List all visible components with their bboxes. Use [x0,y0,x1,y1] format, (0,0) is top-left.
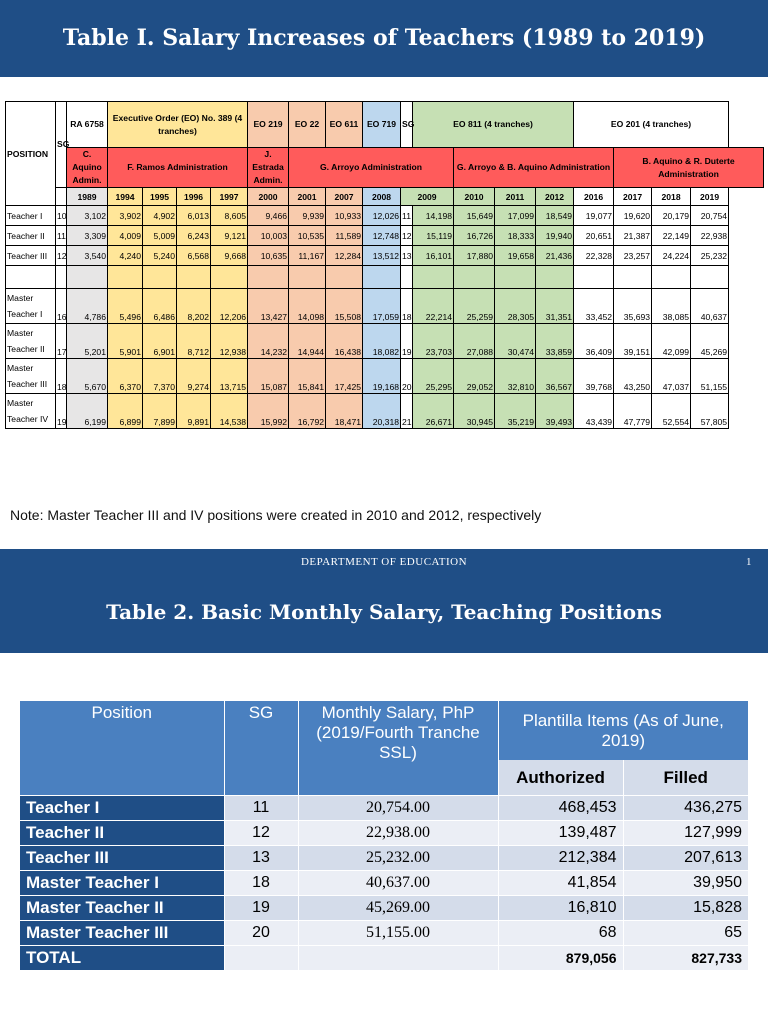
year-cell: 1994 [108,188,143,206]
salary-cell: 25,232 [691,246,729,266]
position-cell: Master Teacher III [20,921,224,946]
salary-cell: 16,101 [413,246,454,266]
table2-title: Table 2. Basic Monthly Salary, Teaching Positions [106,600,662,624]
salary-cell: 5,670 [67,359,108,394]
salary-cell: 20,754 [691,206,729,226]
sg-cell: 16 [56,289,67,324]
salary-cell: 14,232 [248,324,289,359]
eo-22-header: EO 22 [289,102,326,148]
year-cell [56,188,67,206]
spacer-cell [574,266,614,289]
salary-cell: 12,748 [363,226,401,246]
salary-cell: 15,087 [248,359,289,394]
authorized-column-header: Authorized [498,760,623,795]
salary-cell: 20,651 [574,226,614,246]
salary-cell: 12,284 [326,246,363,266]
salary-rows [20,796,748,946]
monthly-salary-cell: 45,269.00 [298,896,498,921]
monthly-salary-cell: 40,637.00 [298,871,498,896]
position-cell: Master Teacher II [20,896,224,921]
slide1-footer [0,549,768,577]
salary-cell: 35,219 [495,394,536,429]
admin-ramos: F. Ramos Administration [108,148,248,188]
department-label: DEPARTMENT OF EDUCATION [300,556,468,568]
salary-cell: 24,224 [652,246,691,266]
salary-cell: 19,077 [574,206,614,226]
salary-cell: 26,671 [413,394,454,429]
year-cell: 2012 [536,188,574,206]
salary-cell: 22,214 [413,289,454,324]
admin-estrada: J. Estrada Admin. [248,148,289,188]
total-label: TOTAL [20,946,224,971]
salary-cell: 19,658 [495,246,536,266]
salary-row [6,226,764,246]
salary-column-header: Monthly Salary, PhP (2019/Fourth Tranche SSL) [298,701,498,796]
salary-cell: 15,508 [326,289,363,324]
sg-cell: 11 [224,796,298,821]
position-cell: Master Teacher II [6,324,56,359]
spacer-cell [454,266,495,289]
sg-cell: 18 [224,871,298,896]
sg-header: SG [56,102,67,188]
salary-cell: 5,901 [108,324,143,359]
salary-cell: 16,792 [289,394,326,429]
year-cell: 2019 [691,188,729,206]
salary-cell: 6,899 [108,394,143,429]
salary-cell: 18,471 [326,394,363,429]
sg-column-header: SG [224,701,298,796]
sg2-cell: 19 [401,324,413,359]
salary-table-row [20,896,748,921]
authorized-cell: 41,854 [498,871,623,896]
eo-389-header: Executive Order (EO) No. 389 (4 tranches) [108,102,248,148]
salary-row [6,289,764,324]
salary-cell: 3,902 [108,206,143,226]
salary-cell: 9,939 [289,206,326,226]
position-cell: Master Teacher III [6,359,56,394]
salary-table-row [20,821,748,846]
spacer-cell [413,266,454,289]
salary-cell: 4,009 [108,226,143,246]
monthly-salary-cell: 51,155.00 [298,921,498,946]
salary-cell: 9,891 [177,394,211,429]
salary-cell: 9,274 [177,359,211,394]
salary-cell: 4,786 [67,289,108,324]
salary-cell: 31,351 [536,289,574,324]
authorized-cell: 68 [498,921,623,946]
salary-cell: 40,637 [691,289,729,324]
spacer-cell [536,266,574,289]
salary-increase-table-wrapper [5,101,764,429]
sg2-cell: 13 [401,246,413,266]
salary-cell: 43,439 [574,394,614,429]
salary-cell: 4,902 [143,206,177,226]
year-cell: 2001 [289,188,326,206]
salary-cell: 8,712 [177,324,211,359]
slide2-banner [0,549,768,653]
salary-cell: 15,119 [413,226,454,246]
salary-increase-rows [6,206,764,429]
salary-cell: 13,715 [211,359,248,394]
sg-cell: 17 [56,324,67,359]
year-cell: 2007 [326,188,363,206]
salary-cell: 10,933 [326,206,363,226]
salary-cell: 3,309 [67,226,108,246]
sg-cell: 13 [224,846,298,871]
spacer-cell [143,266,177,289]
position-cell: Master Teacher I [20,871,224,896]
salary-cell: 30,474 [495,324,536,359]
salary-cell: 6,370 [108,359,143,394]
sg-cell: 18 [56,359,67,394]
salary-cell: 19,168 [363,359,401,394]
year-cell: 2000 [248,188,289,206]
salary-cell: 18,082 [363,324,401,359]
sg2-cell: 18 [401,289,413,324]
salary-cell: 22,328 [574,246,614,266]
salary-cell: 15,649 [454,206,495,226]
spacer-cell [401,266,413,289]
filled-cell: 207,613 [623,846,748,871]
plantilla-items-header: Plantilla Items (As of June, 2019) [498,701,748,760]
salary-cell: 12,026 [363,206,401,226]
salary-cell: 27,088 [454,324,495,359]
salary-table-row [20,796,748,821]
salary-cell: 10,535 [289,226,326,246]
title-banner [0,0,768,77]
salary-row [6,246,764,266]
salary-cell: 5,009 [143,226,177,246]
eo-219-header: EO 219 [248,102,289,148]
spacer-cell [67,266,108,289]
salary-cell: 51,155 [691,359,729,394]
salary-cell: 6,568 [177,246,211,266]
salary-cell: 33,452 [574,289,614,324]
position-cell: Teacher II [20,821,224,846]
salary-cell: 18,333 [495,226,536,246]
spacer-cell [614,266,652,289]
salary-cell: 18,549 [536,206,574,226]
salary-cell: 11,167 [289,246,326,266]
salary-cell: 33,859 [536,324,574,359]
salary-cell: 9,668 [211,246,248,266]
salary-cell: 10,635 [248,246,289,266]
year-cell: 2011 [495,188,536,206]
salary-cell: 38,085 [652,289,691,324]
salary-cell: 6,901 [143,324,177,359]
salary-table-row [20,846,748,871]
salary-cell: 7,370 [143,359,177,394]
salary-cell: 5,201 [67,324,108,359]
salary-cell: 3,102 [67,206,108,226]
salary-cell: 43,250 [614,359,652,394]
salary-cell: 6,013 [177,206,211,226]
salary-cell: 25,295 [413,359,454,394]
salary-cell: 22,938 [691,226,729,246]
salary-cell: 36,567 [536,359,574,394]
spacer-cell [326,266,363,289]
spacer-cell [652,266,691,289]
position-cell: Teacher III [20,846,224,871]
salary-cell: 10,003 [248,226,289,246]
position-header: POSITION [6,102,56,206]
authorized-cell: 139,487 [498,821,623,846]
salary-cell: 22,149 [652,226,691,246]
eo-719-header: EO 719 [363,102,401,148]
authorized-cell: 212,384 [498,846,623,871]
position-cell: Teacher I [20,796,224,821]
salary-cell: 45,269 [691,324,729,359]
salary-cell: 47,037 [652,359,691,394]
salary-row [6,324,764,359]
salary-row [6,359,764,394]
salary-cell: 30,945 [454,394,495,429]
filled-cell: 436,275 [623,796,748,821]
admin-arroyo-aquino: G. Arroyo & B. Aquino Administration [454,148,614,188]
basic-monthly-salary-table [20,701,748,970]
filled-column-header: Filled [623,760,748,795]
year-cell: 2010 [454,188,495,206]
salary-cell: 36,409 [574,324,614,359]
spacer-cell [248,266,289,289]
salary-cell: 6,243 [177,226,211,246]
total-filled: 827,733 [623,946,748,971]
salary-cell: 32,810 [495,359,536,394]
year-cell: 2018 [652,188,691,206]
page-number: 1 [746,556,752,568]
salary-cell: 19,940 [536,226,574,246]
salary-cell: 20,179 [652,206,691,226]
salary-cell: 3,540 [67,246,108,266]
spacer-cell [108,266,143,289]
position-cell: Master Teacher I [6,289,56,324]
table1-title: Table I. Salary Increases of Teachers (1989 to 2019) [62,25,706,51]
salary-cell: 21,436 [536,246,574,266]
position-cell: Teacher III [6,246,56,266]
salary-cell: 25,259 [454,289,495,324]
salary-cell: 39,768 [574,359,614,394]
salary-cell: 17,059 [363,289,401,324]
salary-cell: 8,605 [211,206,248,226]
sg2-header: SG [401,102,413,148]
salary-cell: 6,486 [143,289,177,324]
year-cell: 2008 [363,188,401,206]
eo-611-header: EO 611 [326,102,363,148]
salary-table-row [20,871,748,896]
ra-6758-header: RA 6758 [67,102,108,148]
year-cell: 2009 [401,188,454,206]
salary-cell: 47,779 [614,394,652,429]
salary-cell: 11,589 [326,226,363,246]
salary-cell: 4,240 [108,246,143,266]
spacer-cell [6,266,56,289]
spacer-cell [56,266,67,289]
salary-cell: 28,305 [495,289,536,324]
sg-cell: 10 [56,206,67,226]
salary-cell: 5,496 [108,289,143,324]
salary-cell: 19,620 [614,206,652,226]
admin-aquino-duterte: B. Aquino & R. Duterte Administration [614,148,764,188]
year-cell: 1995 [143,188,177,206]
salary-cell: 5,240 [143,246,177,266]
salary-cell: 8,202 [177,289,211,324]
salary-cell: 14,538 [211,394,248,429]
salary-row [6,394,764,429]
salary-cell: 35,693 [614,289,652,324]
spacer-cell [211,266,248,289]
admin-arroyo: G. Arroyo Administration [289,148,454,188]
eo-811-header: EO 811 (4 tranches) [413,102,574,148]
filled-cell: 127,999 [623,821,748,846]
salary-cell: 14,098 [289,289,326,324]
monthly-salary-cell: 20,754.00 [298,796,498,821]
salary-cell: 29,052 [454,359,495,394]
eo-201-header: EO 201 (4 tranches) [574,102,729,148]
position-column-header: Position [20,701,224,796]
salary-row [6,206,764,226]
salary-cell: 7,899 [143,394,177,429]
filled-cell: 65 [623,921,748,946]
salary-cell: 52,554 [652,394,691,429]
year-cell: 1989 [67,188,108,206]
sg-cell: 19 [56,394,67,429]
position-cell: Master Teacher IV [6,394,56,429]
salary-cell: 17,880 [454,246,495,266]
salary-cell: 23,703 [413,324,454,359]
salary-cell: 13,427 [248,289,289,324]
spacer-cell [691,266,729,289]
salary-cell: 14,944 [289,324,326,359]
salary-cell: 9,466 [248,206,289,226]
footnote: Note: Master Teacher III and IV positions were created in 2010 and 2012, respectively [10,507,542,523]
salary-cell: 15,841 [289,359,326,394]
sg-cell: 19 [224,896,298,921]
year-cell: 2017 [614,188,652,206]
salary-cell: 20,318 [363,394,401,429]
sg-cell: 12 [224,821,298,846]
salary-cell: 23,257 [614,246,652,266]
salary-cell: 12,206 [211,289,248,324]
sg-cell: 12 [56,246,67,266]
salary-cell: 16,438 [326,324,363,359]
salary-cell: 16,726 [454,226,495,246]
spacer-cell [495,266,536,289]
total-salary-cell [298,946,498,971]
sg-cell: 11 [56,226,67,246]
salary-cell: 39,493 [536,394,574,429]
total-authorized: 879,056 [498,946,623,971]
spacer-cell [363,266,401,289]
admin-c-aquino: C. Aquino Admin. [67,148,108,188]
salary-cell: 57,805 [691,394,729,429]
monthly-salary-cell: 25,232.00 [298,846,498,871]
year-cell: 2016 [574,188,614,206]
spacer-cell [177,266,211,289]
position-cell: Teacher I [6,206,56,226]
salary-increase-table [5,101,764,429]
total-sg-cell [224,946,298,971]
salary-cell: 9,121 [211,226,248,246]
salary-cell: 12,938 [211,324,248,359]
sg-cell: 20 [224,921,298,946]
salary-cell: 42,099 [652,324,691,359]
salary-cell: 14,198 [413,206,454,226]
salary-cell: 17,099 [495,206,536,226]
salary-cell: 17,425 [326,359,363,394]
spacer-cell [289,266,326,289]
spacer-row [6,266,764,289]
salary-table-row [20,921,748,946]
sg2-cell: 12 [401,226,413,246]
salary-cell: 6,199 [67,394,108,429]
year-cell: 1996 [177,188,211,206]
authorized-cell: 468,453 [498,796,623,821]
year-cell: 1997 [211,188,248,206]
salary-cell: 39,151 [614,324,652,359]
sg2-cell: 11 [401,206,413,226]
sg2-cell: 21 [401,394,413,429]
authorized-cell: 16,810 [498,896,623,921]
salary-cell: 15,992 [248,394,289,429]
position-cell: Teacher II [6,226,56,246]
filled-cell: 39,950 [623,871,748,896]
filled-cell: 15,828 [623,896,748,921]
sg2-cell: 20 [401,359,413,394]
salary-cell: 21,387 [614,226,652,246]
salary-cell: 13,512 [363,246,401,266]
monthly-salary-cell: 22,938.00 [298,821,498,846]
